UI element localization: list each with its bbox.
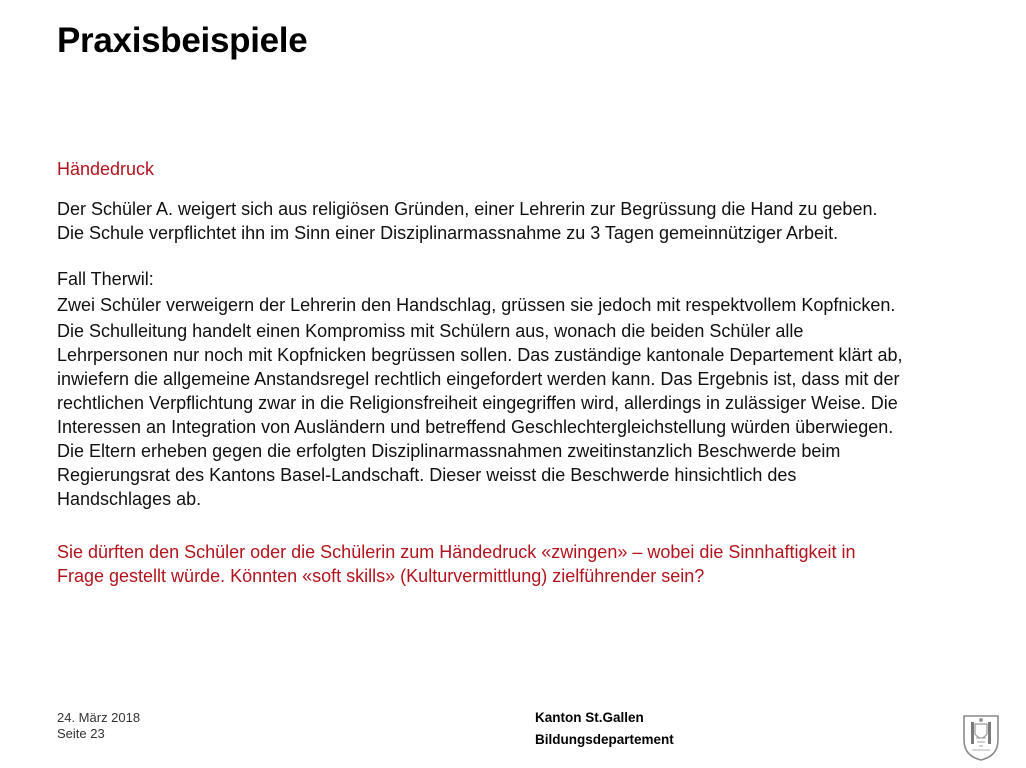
footer-meta <box>57 710 140 742</box>
section-heading: Händedruck <box>57 159 155 179</box>
discussion-question: Sie dürften den Schüler oder die Schülerin zum Händedruck «zwingen» – wobei die Sinnhaftigkeit in Frage gestellt würde. Könnten «soft skills» (Kulturvermittlung) zielführender sein? <box>57 542 856 586</box>
case-summary: Zwei Schüler verweigern der Lehrerin den Handschlag, grüssen sie jedoch mit respektvollem Kopfnicken. <box>57 295 896 315</box>
footer-department: Bildungsdepartement <box>535 732 674 747</box>
intro-paragraph: Der Schüler A. weigert sich aus religiösen Gründen, einer Lehrerin zur Begrüssung die Hand zu geben. Die Schule verpflichtet ihn im Sinn einer Disziplinarmassnahme zu 3 Tagen gemeinnütziger Arbeit. <box>57 199 878 243</box>
canton-coat-of-arms-icon <box>962 712 1000 762</box>
slide-title: Praxisbeispiele <box>57 21 308 60</box>
footer-date: 24. März 2018 <box>57 710 141 725</box>
footer-page-number: Seite 23 <box>57 726 105 741</box>
footer-org-name: Kanton St.Gallen <box>535 710 644 725</box>
slide-content <box>57 157 1007 588</box>
case-heading: Fall Therwil: <box>57 269 154 289</box>
case-description: Die Schulleitung handelt einen Kompromiss mit Schülern aus, wonach die beiden Schüler alle Lehrpersonen nur noch mit Kopfnicken begrüssen sollen. Das zuständige kantonale Departement klärt ab, inwiefern die allgemeine Anstandsregel rechtlich eingefordert werden kann. Das Ergebnis ist, dass mit der rechtlichen Verpflichtung zwar in die Religionsfreiheit eingegriffen wird, allerdings in zulässiger Weise. Die Interessen an Integration von Ausländern und betreffend Geschlechtergleichstellung würden überwiegen. Die Eltern erheben gegen die erfolgten Disziplinarmassnahmen zweitinstanzlich Beschwerde beim Regierungsrat des Kantons Basel-Landschaft. Dieser weisst die Beschwerde hinsichtlich des Handschlages ab. <box>57 321 903 509</box>
footer-organization <box>535 707 674 751</box>
